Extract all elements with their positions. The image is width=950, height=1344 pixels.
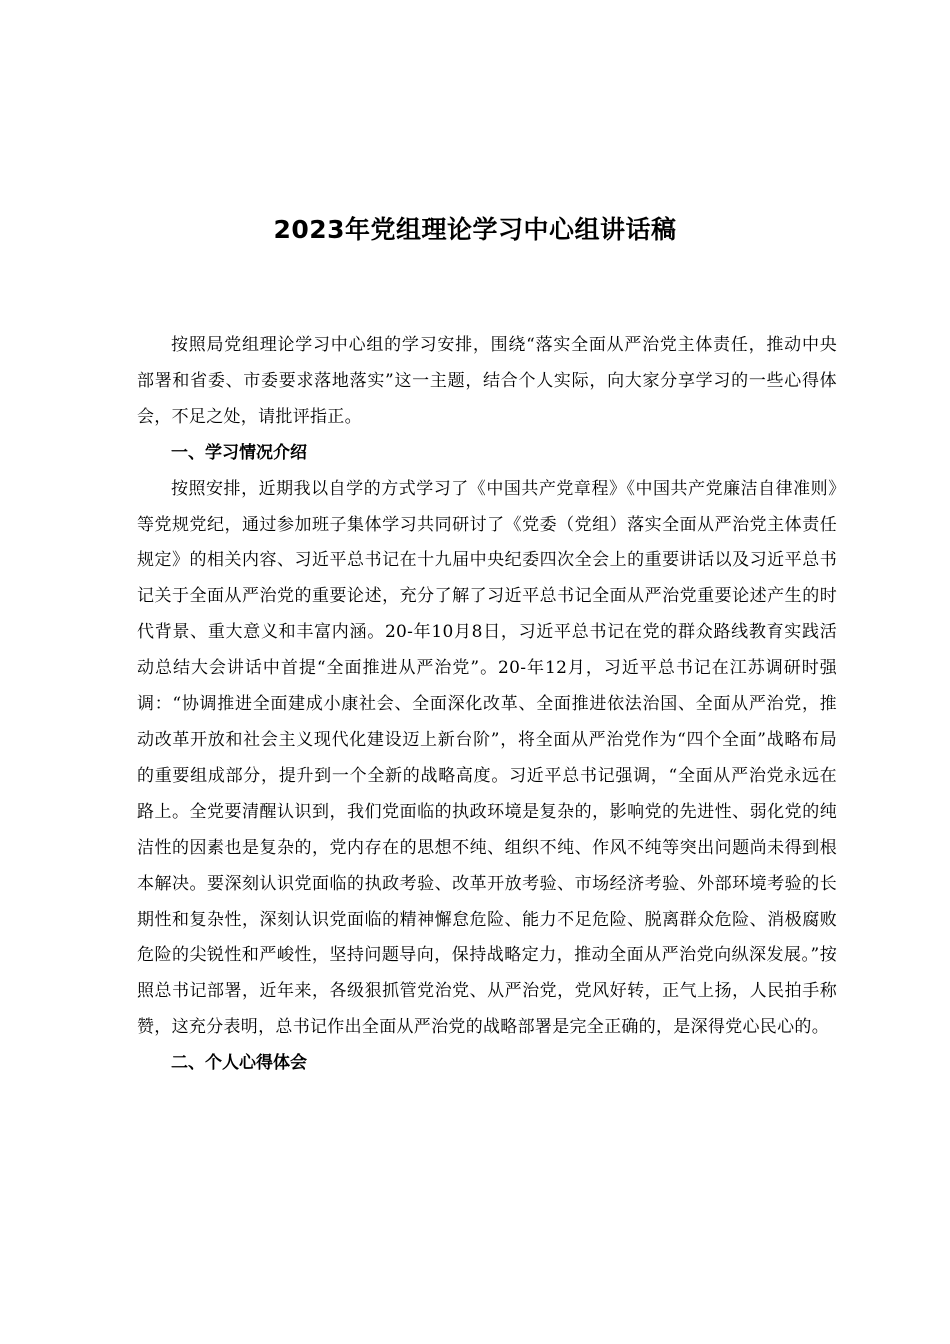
- section-1-heading: 一、学习情况介绍: [171, 442, 307, 463]
- section-1-paragraph: 按照安排，近期我以自学的方式学习了《中国共产党章程》《中国共产党廉洁自律准则》等党规党纪，通过参加班子集体学习共同研讨了《党委（党组）落实全面从严治党主体责任规定》的相关内容、习近平总书记在十九届中央纪委四次全会上的重要讲话以及习近平总书记关于全面从严治党的重要论述，充分了解了习近平总书记全面从严治党重要论述产生的时代背景、重大意义和丰富内涵。20-年10月8日，习近平总书记在党的群众路线教育实践活动总结大会讲话中首提“全面推进从严治党”。20-年12月，习近平总书记在江苏调研时强调：“协调推进全面建成小康社会、全面深化改革、全面推进依法治国、全面从严治党，推动改革开放和社会主义现代化建设迈上新台阶”，将全面从严治党作为“四个全面”战略布局的重要组成部分，提升到一个全新的战略高度。习近平总书记强调，“全面从严治党永远在路上。全党要清醒认识到，我们党面临的执政环境是复杂的，影响党的先进性、弱化党的纯洁性的因素也是复杂的，党内存在的思想不纯、组织不纯、作风不纯等突出问题尚未得到根本解决。要深刻认识党面临的执政考验、改革开放考验、市场经济考验、外部环境考验的长期性和复杂性，深刻认识党面临的精神懈怠危险、能力不足危险、脱离群众危险、消极腐败危险的尖锐性和严峻性，坚持问题导向，保持战略定力，推动全面从严治党向纵深发展。”按照总书记部署，近年来，各级狠抓管党治党、从严治党，党风好转，正气上扬，人民拍手称赞，这充分表明，总书记作出全面从严治党的战略部署是完全正确的，是深得党心民心的。: [137, 478, 837, 1038]
- intro-paragraph: 按照局党组理论学习中心组的学习安排，围绕“落实全面从严治党主体责任，推动中央部署和省委、市委要求落地落实”这一主题，结合个人实际，向大家分享学习的一些心得体会，不足之处，请批评指正。: [137, 335, 837, 427]
- section-2-heading: 二、个人心得体会: [171, 1053, 307, 1074]
- document-title: 2023年党组理论学习中心组讲话稿: [273, 215, 677, 244]
- document-body: [137, 328, 837, 1082]
